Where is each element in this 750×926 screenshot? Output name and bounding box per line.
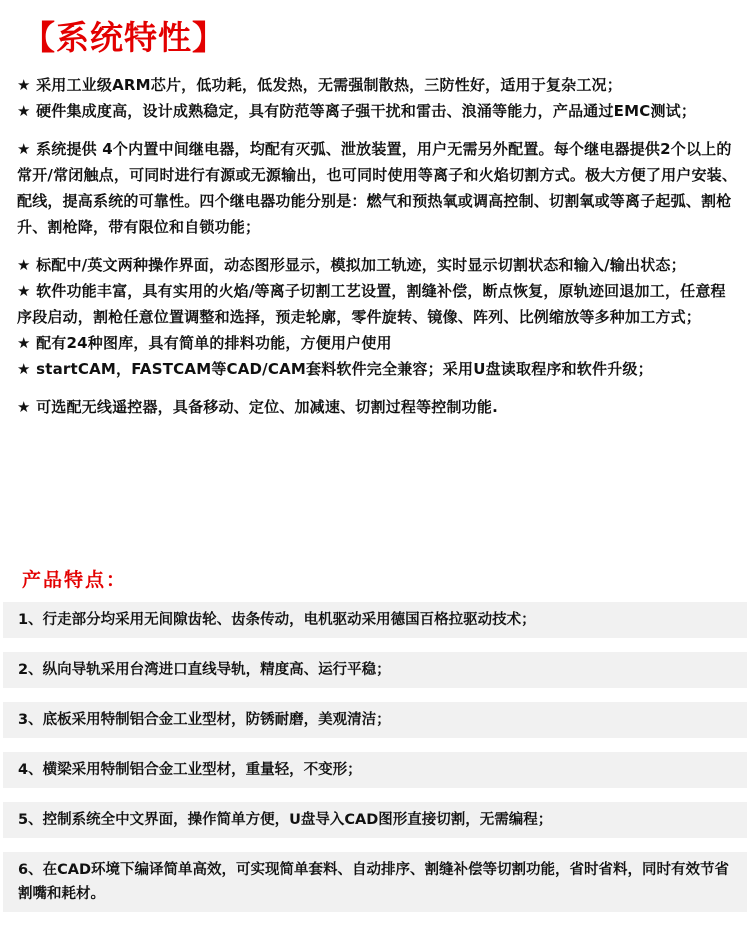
feature-item: ★ 硬件集成度高，设计成熟稳定，具有防范等离子强干扰和雷击、浪涌等能力，产品通过EMC测试； [17, 102, 697, 120]
product-point: 1、行走部分均采用无间隙齿轮、齿条传动，电机驱动采用德国百格拉驱动技术； [3, 602, 747, 638]
feature-item: ★ 标配中/英文两种操作界面，动态图形显示，模拟加工轨迹，实时显示切割状态和输入/输出状态； [17, 256, 686, 274]
product-point: 3、底板采用特制铝合金工业型材，防锈耐磨，美观清洁； [3, 702, 747, 738]
system-features-title: 【系统特性】 [22, 18, 226, 57]
product-point-list [0, 602, 750, 926]
product-point: 4、横梁采用特制铝合金工业型材，重量轻，不变形； [3, 752, 747, 788]
feature-item: ★ 可选配无线遥控器，具备移动、定位、加减速、切割过程等控制功能. [17, 398, 498, 416]
feature-item: ★ startCAM，FASTCAM等CAD/CAM套料软件完全兼容；采用U盘读取程序和软件升级； [17, 360, 653, 378]
feature-item: ★ 采用工业级ARM芯片，低功耗，低发热，无需强制散热，三防性好，适用于复杂工况； [17, 76, 622, 94]
feature-list [17, 72, 739, 420]
feature-item: ★ 配有24种图库，具有简单的排料功能，方便用户使用 [17, 334, 392, 352]
product-point: 6、在CAD环境下编译简单高效，可实现简单套料、自动排序、割缝补偿等切割功能，省时省料，同时有效节省割嘴和耗材。 [3, 852, 747, 912]
product-point: 2、纵向导轨采用台湾进口直线导轨，精度高、运行平稳； [3, 652, 747, 688]
product-features-subtitle: 产品特点： [22, 569, 128, 591]
feature-item: ★ 系统提供 4个内置中间继电器，均配有灭弧、泄放装置，用户无需另外配置。每个继电器提供2个以上的常开/常闭触点，可同时进行有源或无源输出，也可同时使用等离子和火焰切割方式。极大方便了用户安装、配线，提高系统的可靠性。四个继电器功能分别是：燃气和预热氧或调高控制、切割氧或等离子起弧、割枪升、割枪降，带有限位和自锁功能； [17, 140, 738, 236]
product-point: 5、控制系统全中文界面，操作简单方便，U盘导入CAD图形直接切割，无需编程； [3, 802, 747, 838]
feature-item: ★ 软件功能丰富，具有实用的火焰/等离子切割工艺设置，割缝补偿，断点恢复，原轨迹回退加工，任意程序段启动，割枪任意位置调整和选择，预走轮廓，零件旋转、镜像、阵列、比例缩放等多种加工方式； [17, 282, 726, 326]
